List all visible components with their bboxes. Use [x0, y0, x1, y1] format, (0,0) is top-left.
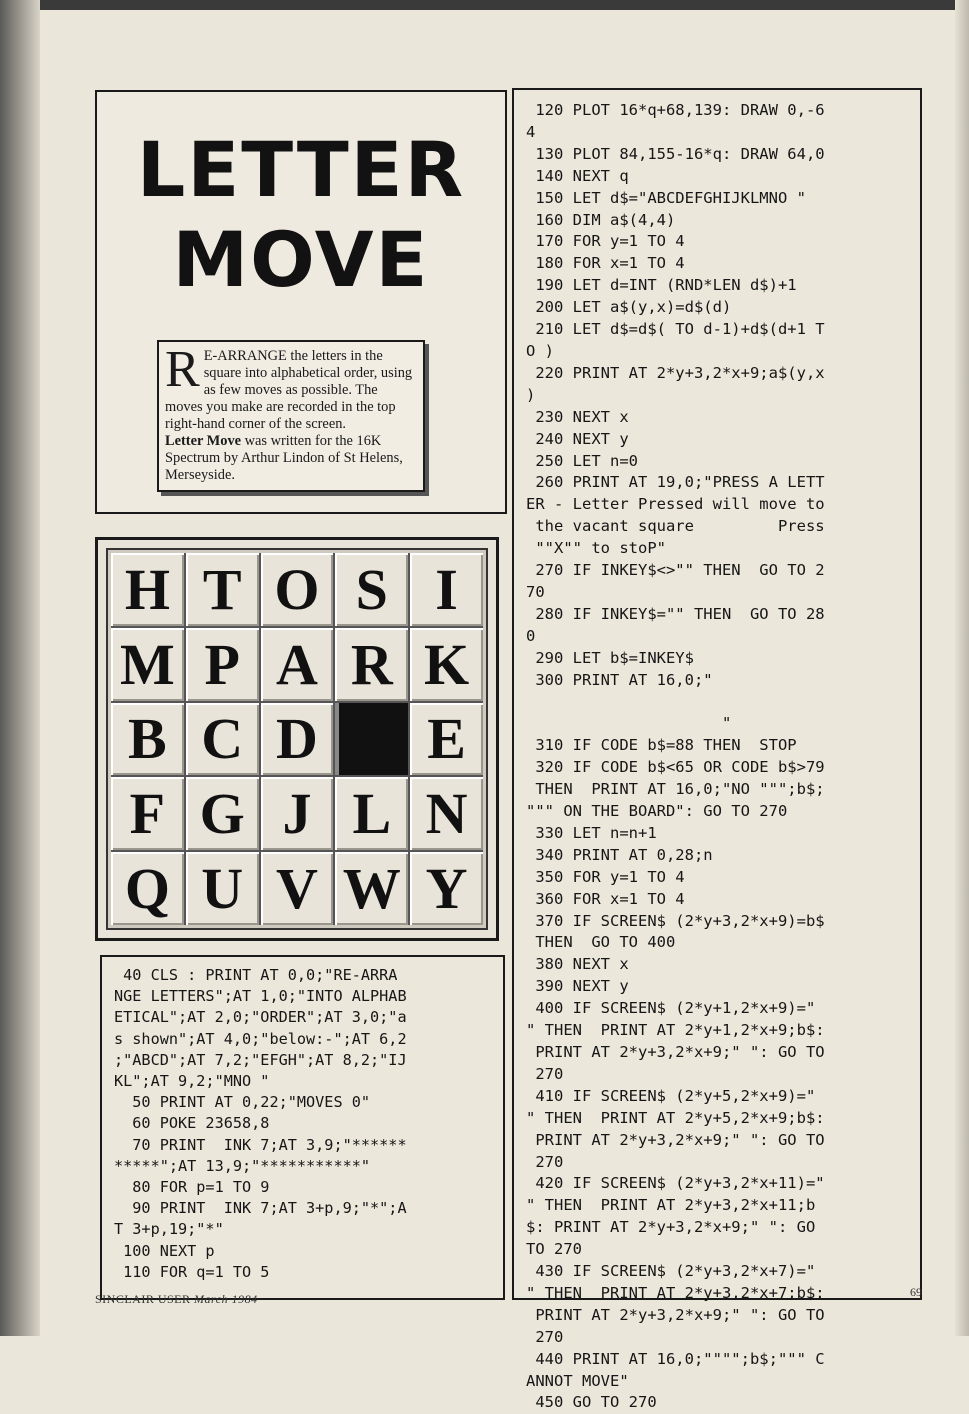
grid-cell: K — [410, 628, 483, 701]
code-text-right: 120 PLOT 16*q+68,139: DRAW 0,-6 4 130 PLOT 84,155-16*q: DRAW 64,0 140 NEXT q 150 LET d$="ABCDEFGHIJKLMNO " 160 DIM a$(4,4) 170 FOR y=1 TO 4 180 FOR x=1 TO 4 190 LET d=INT (RND*LEN d$)+1 200 LET a$(y,x)=d$(d) 210 LET d$=d$( TO d-1)+d$(d+1 T O ) 220 PRINT AT 2*y+3,2*x+9;a$(y,x ) 230 NEXT x 240 NEXT y 250 LET n=0 260 PRINT AT 19,0;"PRESS A LETT ER - Letter Pressed will move to the vacant square Press ""X"" to stoP" 270 IF INKEY$<>"" THEN GO TO 2 70 280 IF INKEY$="" THEN GO TO 28 0 290 LET b$=INKEY$ 300 PRINT AT 16,0;" " 310 IF CODE b$=88 THEN STOP 320 IF CODE b$<65 OR CODE b$>79 THEN PRINT AT 16,0;"NO """;b$; """ ON THE BOARD": GO TO 270 330 LET n=n+1 340 PRINT AT 0,28;n 350 FOR y=1 TO 4 360 FOR x=1 TO 4 370 IF SCREEN$ (2*y+3,2*x+9)=b$ THEN GO TO 400 380 NEXT x 390 NEXT y 400 IF SCREEN$ (2*y+1,2*x+9)=" " THEN PRINT AT 2*y+1,2*x+9;b$: PRINT AT 2*y+3,2*x+9;" ": GO TO 270 410 IF SCREEN$ (2*y+5,2*x+9)=" " THEN PRINT AT 2*y+5,2*x+9;b$: PRINT AT 2*y+3,2*x+9;" ": GO TO 270 420 IF SCREEN$ (2*y+3,2*x+11)=" " THEN PRINT AT 2*y+3,2*x+11;b $: PRINT AT 2*y+3,2*x+9;" ": GO TO 270 430 IF SCREEN$ (2*y+3,2*x+7)=" " THEN PRINT AT 2*y+3,2*x+7;b$: PRINT AT 2*y+3,2*x+9;" ": GO TO 270 440 PRINT AT 16,0;"""";b$;""" C ANNOT MOVE" 450 GO TO 270 — [526, 101, 825, 1412]
grid-cell-vacant — [335, 703, 408, 776]
scan-top-edge — [0, 0, 969, 10]
grid-cell: B — [111, 703, 184, 776]
grid-cell: L — [335, 777, 408, 850]
title-panel — [95, 90, 507, 514]
grid-cell: U — [186, 852, 259, 925]
intro-box — [157, 340, 425, 492]
grid-cell: R — [335, 628, 408, 701]
magazine-name: SINCLAIR USER — [95, 1292, 191, 1306]
code-listing-left — [100, 955, 505, 1300]
drop-cap: R — [165, 341, 200, 398]
code-text-left: 40 CLS : PRINT AT 0,0;"RE-ARRA NGE LETTERS";AT 1,0;"INTO ALPHAB ETICAL";AT 2,0;"ORDER";AT 3,0;"a s shown";AT 4,0;"below:-";AT 6,2 ;"ABCD";AT 7,2;"EFGH";AT 8,2;"IJ KL";AT 9,2;"MNO " 50 PRINT AT 0,22;"MOVES 0" 60 POKE 23658,8 70 PRINT INK 7;AT 3,9;"****** *****";AT 13,9;"***********" 80 FOR p=1 TO 9 90 PRINT INK 7;AT 3+p,9;"*";A T 3+p,19;"*" 100 NEXT p 110 FOR q=1 TO 5 — [114, 966, 407, 1281]
grid-cell: F — [111, 777, 184, 850]
title-line-1: LETTER — [136, 125, 466, 214]
grid-cell: C — [186, 703, 259, 776]
letter-grid — [111, 553, 483, 925]
page-right-edge — [955, 0, 969, 1336]
grid-cell: H — [111, 553, 184, 626]
grid-cell: N — [410, 777, 483, 850]
grid-cell: W — [335, 852, 408, 925]
grid-cell: I — [410, 553, 483, 626]
intro-credit: was written for the 16K Spectrum by Arthur Lindon of St Helens, Merseyside. — [165, 433, 403, 483]
intro-text: E-ARRANGE the letters in the square into alphabetical order, using as few moves as possible. The moves you make are recorded in the top right-hand corner of the screen. — [165, 348, 413, 432]
letter-grid-illustration — [95, 537, 499, 941]
grid-cell: Q — [111, 852, 184, 925]
grid-cell: O — [261, 553, 334, 626]
grid-cell: D — [261, 703, 334, 776]
grid-cell: Y — [410, 852, 483, 925]
footer-credit — [95, 1292, 258, 1307]
page-number: 69 — [910, 1285, 922, 1299]
grid-cell: P — [186, 628, 259, 701]
grid-cell: G — [186, 777, 259, 850]
code-listing-right — [512, 88, 922, 1412]
grid-cell: T — [186, 553, 259, 626]
page-gutter — [0, 0, 40, 1336]
title-line-2: MOVE — [172, 215, 430, 304]
grid-cell: J — [261, 777, 334, 850]
grid-cell: E — [410, 703, 483, 776]
intro-program-name: Letter Move — [165, 433, 242, 449]
grid-cell: A — [261, 628, 334, 701]
grid-cell: M — [111, 628, 184, 701]
grid-cell: V — [261, 852, 334, 925]
issue-date: March 1984 — [194, 1292, 258, 1306]
grid-cell: S — [335, 553, 408, 626]
